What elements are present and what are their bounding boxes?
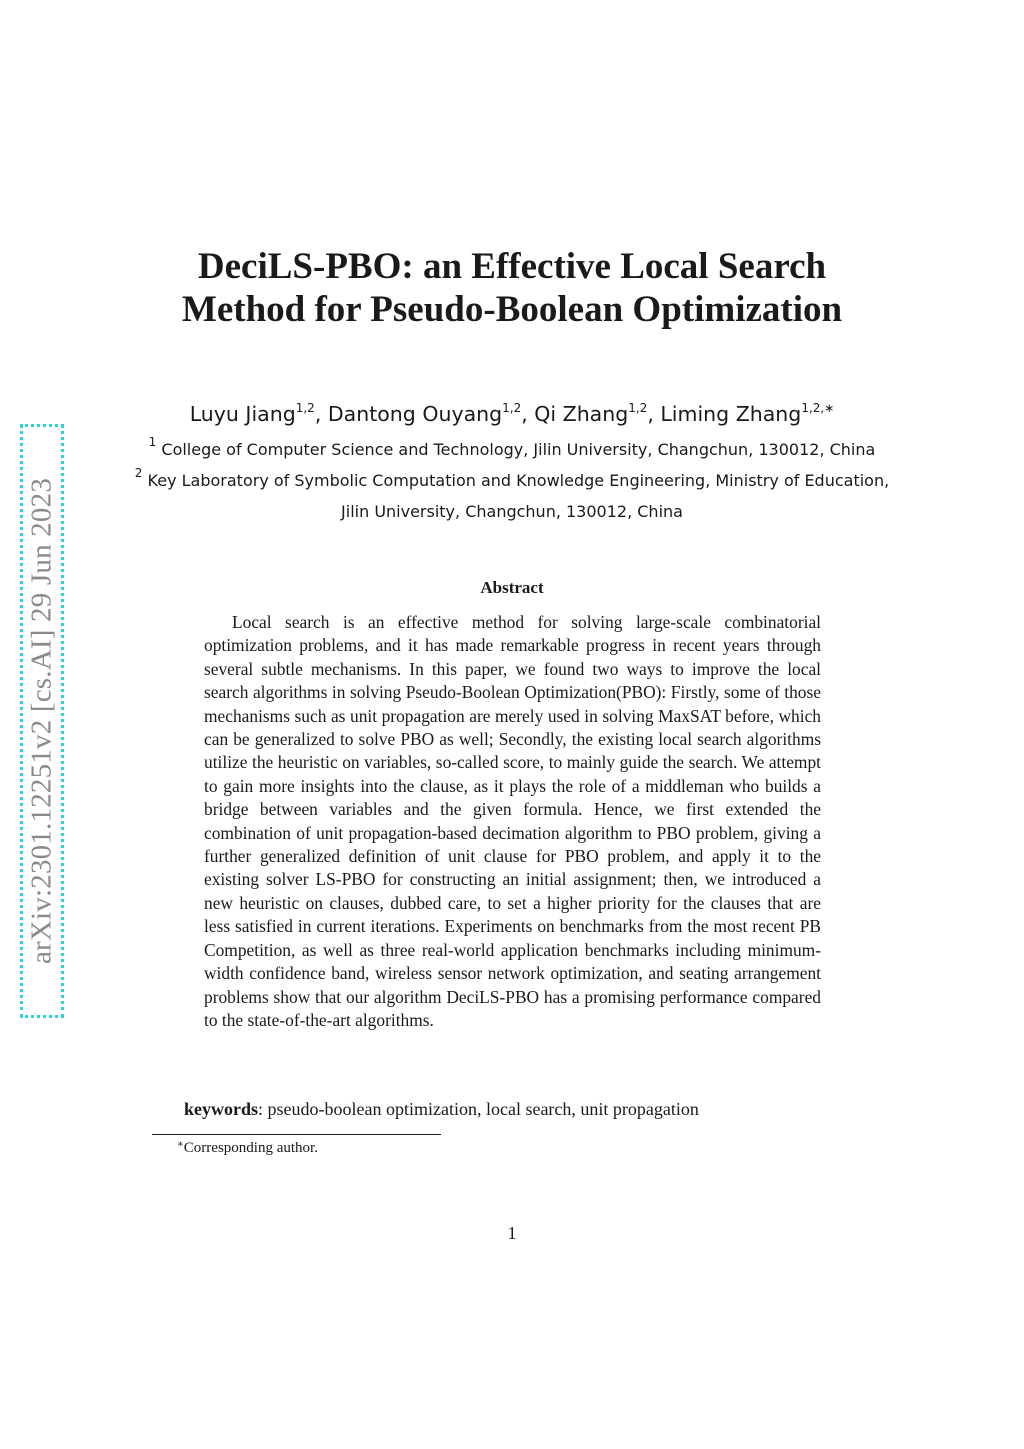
arxiv-stamp <box>20 424 64 1018</box>
author-name: Liming Zhang <box>660 402 802 426</box>
page-number: 1 <box>507 1223 517 1243</box>
abstract-body: Local search is an effective method for solving large-scale combinatorial optimization problems, and it has made remarkable progress in recent years through several subtle mechanisms. In this paper, we found two ways to improve the local search algorithms in solving Pseudo-Boolean Optimization(PBO): Firstly, some of those mechanisms such as unit propagation are merely used in solving MaxSAT before, which can be generalized to solve PBO as well; Secondly, the existing local search algorithms utilize the heuristic on variables, so-called score, to mainly guide the search. We attempt to gain more insights into the clause, as it plays the role of a middleman who builds a bridge between variables and the given formula. Hence, we first extended the combination of unit propagation-based decimation algorithm to PBO problem, giving a further generalized definition of unit clause for PBO problem, and apply it to the existing solver LS-PBO for constructing an initial assignment; then, we introduced a new heuristic on clauses, dubbed care, to set a higher priority for the clauses that are less satisfied in current iterations. Experiments on benchmarks from the most recent PB Competition, as well as three real-world application benchmarks including minimum-width confidence band, wireless sensor network optimization, and seating arrangement problems show that our algorithm DeciLS-PBO has a promising performance compared to the state-of-the-art algorithms. <box>204 612 821 1030</box>
affiliation-text: Key Laboratory of Symbolic Computation and Knowledge Engineering, Ministry of Education, <box>147 471 890 490</box>
author-affiliation-mark: 1,2 <box>502 401 522 415</box>
affiliation-1 <box>100 435 924 459</box>
author-name: Qi Zhang <box>534 402 629 426</box>
author-separator: , <box>314 402 328 426</box>
footnote <box>177 1140 318 1157</box>
keywords-text: : pseudo-boolean optimization, local search, unit propagation <box>258 1099 699 1119</box>
footnote-divider <box>152 1134 441 1135</box>
author-name: Dantong Ouyang <box>327 402 503 426</box>
author-name: Luyu Jiang <box>189 402 296 426</box>
author-affiliation-mark: 1,2 <box>628 401 648 415</box>
keywords-line <box>184 1099 824 1120</box>
arxiv-stamp-text: arXiv:2301.12251v2 [cs.AI] 29 Jun 2023 <box>25 477 58 965</box>
footnote-text: Corresponding author. <box>183 1140 318 1156</box>
author-separator: , <box>521 402 535 426</box>
affiliation-mark: 2 <box>134 466 143 480</box>
footnote-mark: ∗ <box>177 1139 184 1150</box>
author-separator: , <box>647 402 661 426</box>
affiliation-text: College of Computer Science and Technology, Jilin University, Changchun, 130012, China <box>161 440 876 459</box>
author-affiliation-mark: 1,2,∗ <box>801 401 835 415</box>
affiliation-2-continued: Jilin University, Changchun, 130012, China <box>341 502 683 521</box>
author-list <box>100 402 924 426</box>
keywords-label: keywords <box>184 1099 259 1119</box>
affiliation-mark: 1 <box>148 435 157 449</box>
paper-title: DeciLS-PBO: an Effective Local Search Method for Pseudo-Boolean Optimization <box>181 246 843 330</box>
author-affiliation-mark: 1,2 <box>295 401 315 415</box>
abstract-heading: Abstract <box>480 578 544 597</box>
affiliation-2 <box>100 466 924 490</box>
